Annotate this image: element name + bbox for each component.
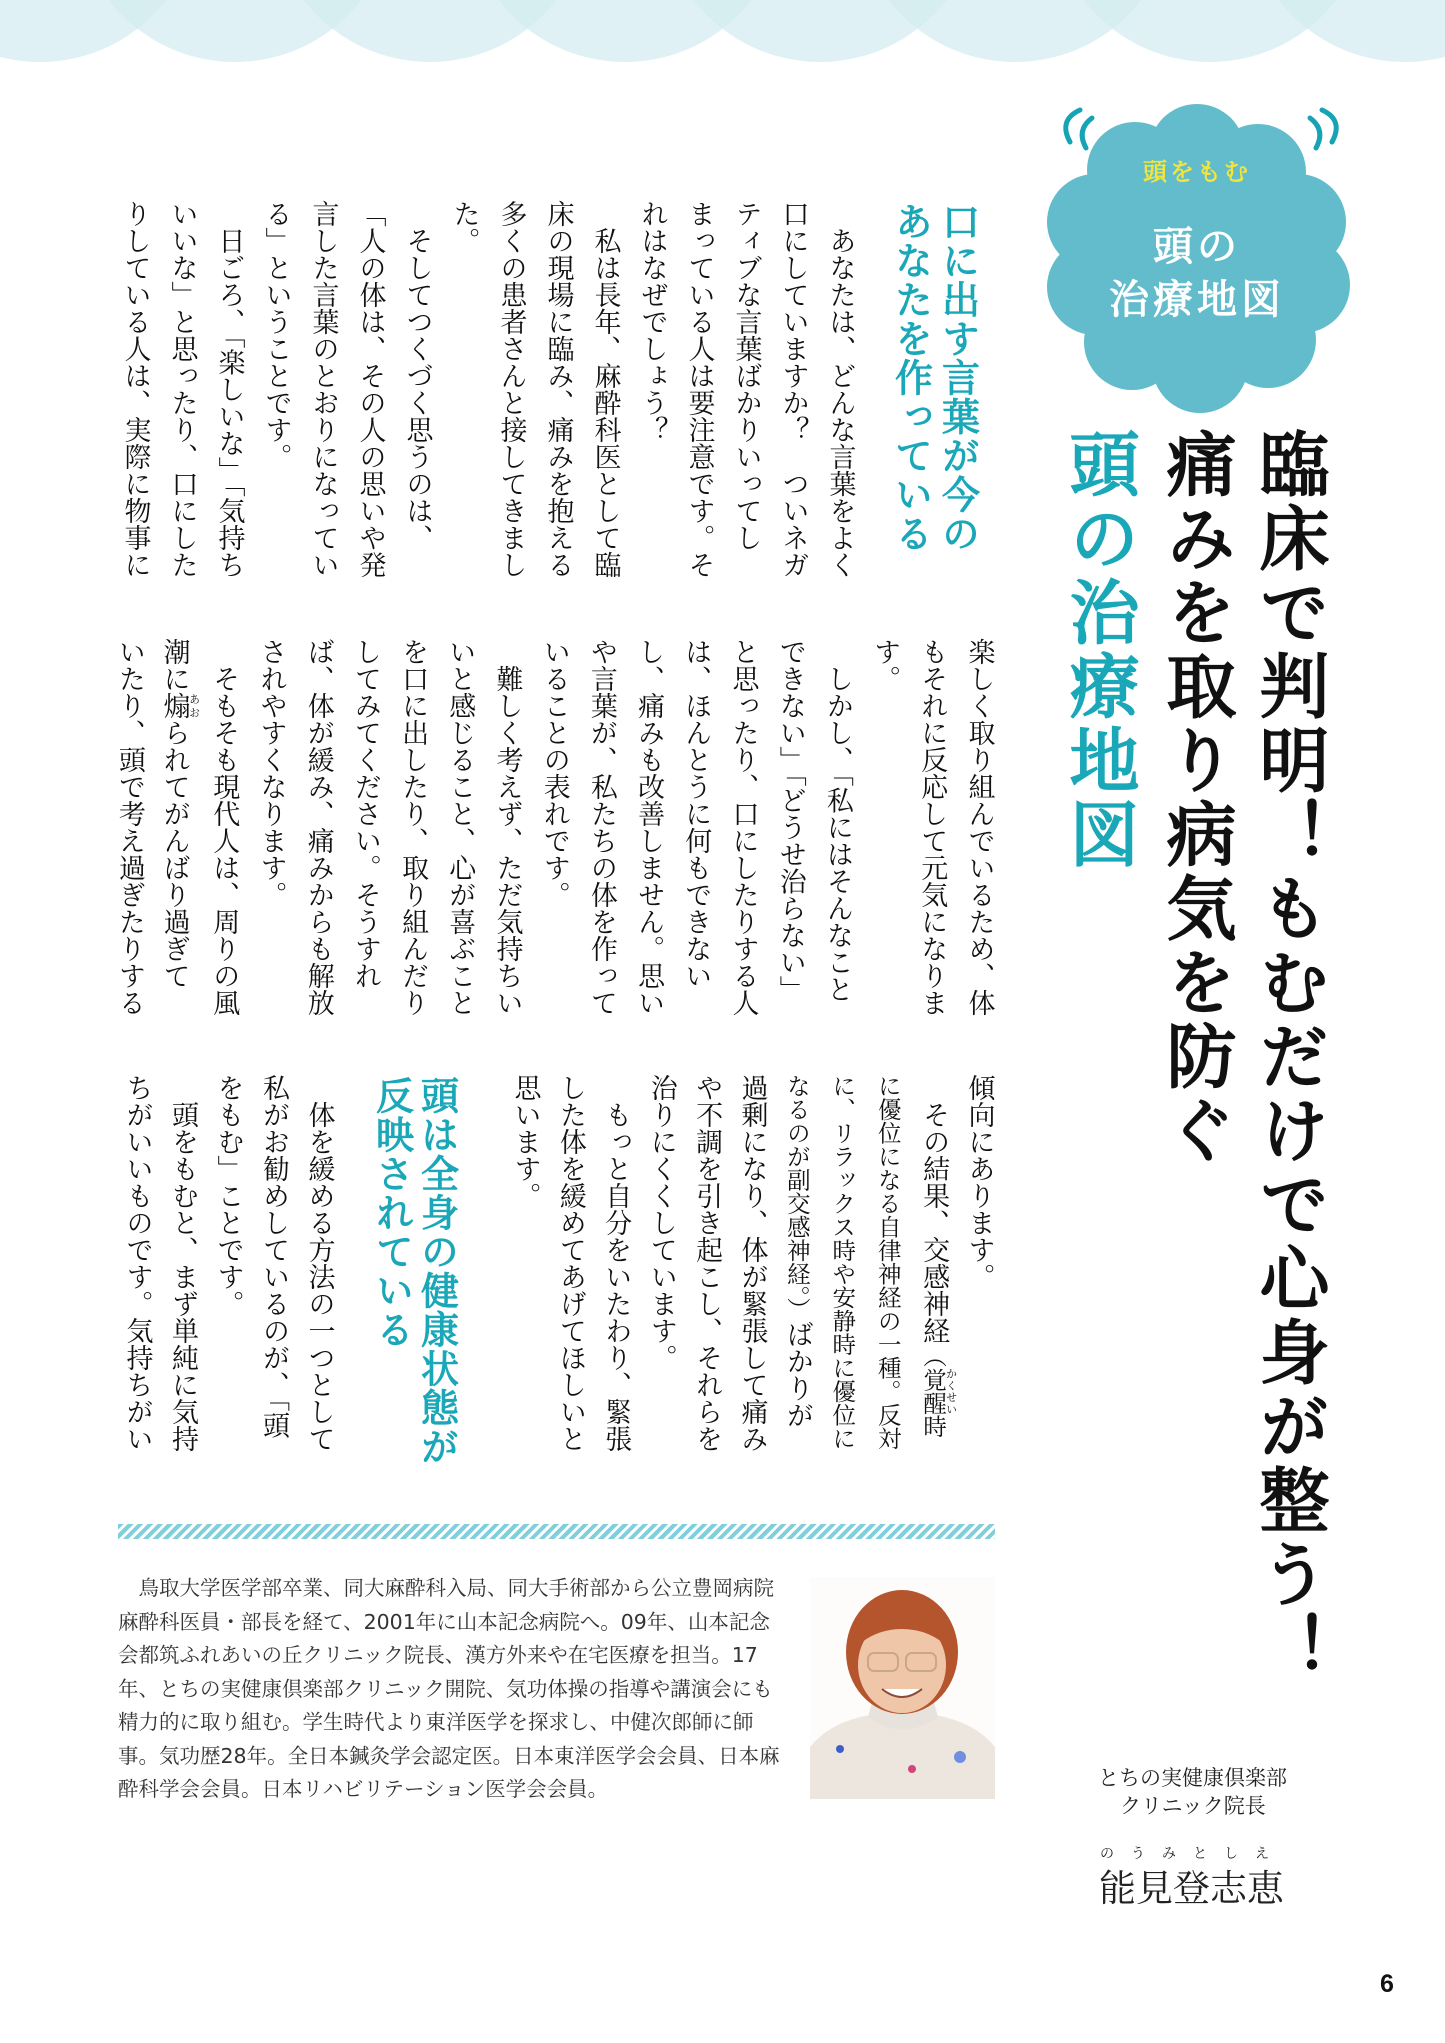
text-column: 口にしていますか？ ついネガ [777, 200, 809, 578]
text-column: や不調を引き起こし、それらを [691, 1074, 723, 1452]
series-kicker: 頭をもむ [1143, 158, 1251, 186]
bio-line: 事。気功歴28年。全日本鍼灸学会認定医。日本東洋医学会会員、日本麻 [118, 1743, 780, 1768]
text-column: 体を緩める方法の一つとして [303, 1074, 335, 1452]
text-column: 言した言葉のとおりになってい [307, 200, 339, 578]
headline-main: 臨床で判明！もむだけで心身が整う！ [1248, 428, 1330, 1686]
section-heading: 頭は全身の健康状態が [414, 1076, 459, 1466]
section-heading: 反映されている [369, 1076, 414, 1349]
text-column: を口に出したり、取り組んだり [397, 638, 429, 1016]
text-column: されやすくなります。 [255, 638, 287, 908]
text-column: いと感じること、心が喜ぶこと [444, 638, 476, 1016]
author-name: 能見登志恵 [1099, 1867, 1284, 1910]
text-column: あなたは、どんな言葉をよく [824, 200, 856, 578]
text-column: 「人の体は、その人の思いや発 [354, 200, 386, 578]
text-column: 潮に煽あおられてがんばり過ぎて [158, 638, 201, 989]
text-column: いることの表れです。 [538, 638, 570, 908]
author-affiliation: とちの実健康倶楽部 [1098, 1766, 1287, 1790]
text-column: いたり、頭で考え過ぎたりする [113, 638, 145, 1016]
text-column: は、ほんとうに何もできない [680, 638, 712, 989]
author-position: クリニック院長 [1120, 1794, 1266, 1818]
text-column: まっている人は要注意です。そ [683, 200, 715, 578]
text-column: した体を緩めてあげてほしいと [554, 1074, 586, 1452]
text-column: そもそも現代人は、周りの風 [208, 638, 240, 1016]
text-column: ちがいいものです。気持ちがい [121, 1074, 153, 1452]
bio-line: 鳥取大学医学部卒業、同大麻酔科入局、同大手術部から公立豊岡病院 [118, 1576, 774, 1600]
decorative-scallop-band [0, 0, 1445, 70]
ruby-annotation: 覚醒かくせい [919, 1367, 958, 1415]
series-title-line1: 頭の [1153, 224, 1241, 270]
text-column: もそれに反応して元気になりま [916, 638, 948, 1016]
text-column: ティブな言葉ばかりいってし [730, 200, 762, 551]
text-column: いいな」と思ったり、口にした [166, 200, 198, 578]
parenthetical-note: に、リラックス時や安静時に優位に [828, 1074, 857, 1450]
text-column: しかし、「私にはそんなこと [821, 638, 853, 1003]
decorative-stripe-divider [118, 1524, 995, 1539]
text-column: なるのが副交感神経。）ばかりが [781, 1074, 813, 1429]
bio-line: 酔科学会会員。日本リハビリテーション医学会会員。 [118, 1777, 609, 1801]
text-column: 難しく考えず、ただ気持ちい [491, 638, 523, 1016]
text-column: 私がお勧めしているのが、「頭 [258, 1074, 289, 1439]
series-title-line2: 治療地図 [1109, 277, 1285, 323]
text-column: や言葉が、私たちの体を作って [585, 638, 617, 1016]
text-column [865, 1074, 912, 1450]
bio-line: 年、とちの実健康倶楽部クリニック開院、気功体操の指導や講演会にも [118, 1676, 773, 1701]
section-heading: 口に出す言葉が今の [935, 202, 980, 553]
text-column: と思ったり、口にしたりする人 [727, 638, 759, 1016]
text-column: をもむ」ことです。 [212, 1074, 244, 1317]
text-column: る」ということです。 [260, 200, 292, 470]
text-column: そしてつくづく思うのは、 [401, 200, 433, 551]
text-column: 楽しく取り組んでいるため、体 [963, 638, 995, 1016]
text-column: す。 [869, 638, 901, 692]
author-bio [118, 1572, 780, 1807]
bio-line: 精力的に取り組む。学生時代より東洋医学を探求し、中健次郎師に師 [118, 1710, 754, 1734]
text-column: 私は長年、麻酔科医として臨 [589, 200, 621, 578]
page-number: 6 [1380, 1970, 1394, 1998]
text-column: れはなぜでしょう？ [636, 200, 668, 443]
text-column: もっと自分をいたわり、緊張 [600, 1074, 632, 1452]
parenthetical-note: に優位になる自律神経の一種。反対 [873, 1074, 902, 1450]
headline-series: 頭の治療地図 [1058, 428, 1140, 872]
text-column [819, 1074, 866, 1450]
author-name-reading: のうみとしえ [1100, 1846, 1286, 1862]
author-photo [810, 1577, 995, 1799]
headline-sub: 痛みを取り病気を防ぐ [1155, 428, 1237, 1168]
text-column: 床の現場に臨み、痛みを抱える [542, 200, 574, 578]
ruby-annotation: 煽あお [158, 692, 201, 719]
text-column: た。 [448, 200, 480, 254]
text-column: 日ごろ、「楽しいな」「気持ち [213, 200, 245, 578]
text-column: し、痛みも改善しません。思い [633, 638, 665, 1016]
text-column: 治りにくくしています。 [645, 1074, 677, 1371]
text-column: してみてください。そうすれ [349, 638, 381, 989]
text-column: 傾向にあります。 [963, 1074, 995, 1290]
parenthetical-note: （ [919, 1344, 948, 1368]
parenthetical-note: なるのが副交感神経。） [782, 1074, 811, 1321]
text-column: ば、体が緩み、痛みからも解放 [302, 638, 334, 1016]
parenthetical-note: 時 [919, 1414, 948, 1438]
text-column: りしている人は、実際に物事に [119, 200, 151, 578]
text-column: 頭をもむと、まず単純に気持 [167, 1074, 198, 1452]
text-column: その結果、交感神経（覚醒かくせい時 [918, 1074, 958, 1438]
bio-line: 会都筑ふれあいの丘クリニック院長、漢方外来や在宅医療を担当。17 [118, 1643, 758, 1667]
text-column: 多くの患者さんと接してきまし [495, 200, 527, 578]
text-column: 過剰になり、体が緊張して痛み [736, 1074, 768, 1452]
bio-line: 麻酔科医員・部長を経て、2001年に山本記念病院へ。09年、山本記念 [118, 1609, 770, 1634]
text-column: 思います。 [509, 1074, 541, 1209]
text-column: できない」「どうせ治らない」 [774, 638, 806, 1003]
section-heading: あなたを作っている [888, 202, 933, 553]
